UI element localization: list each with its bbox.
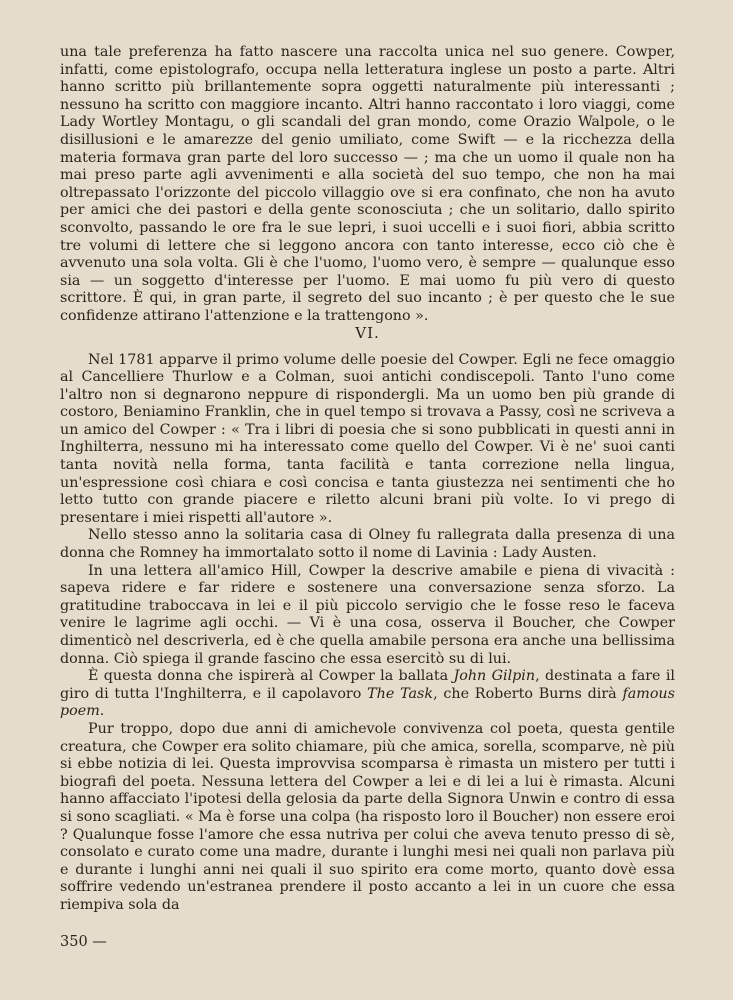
text-run: Nel 1781 apparve il primo volume delle poesie del Cowper. Egli ne fece omaggio al Cancelliere Thurlow e a Colman, suoi antichi condiscepoli. Tanto l'uno come l'altro non si degnarono neppure di rispondergli. Ma un uomo ben più grande di costoro, Beniamino Franklin, che in quel tempo si trovava a Passy, così ne scriveva a un amico del Cowper : « Tra i libri di poesia che si sono pubblicati in questi anni in Inghilterra, nessuno mi ha interessato come quello del Cowper. Vi è ne' suoi canti tanta novità nella forma, tanta facilità e tanta correzione nella lingua, un'espressione così chiara e così concisa e tanta giustezza nei sentimenti che ho letto tutto con grande piacere e riletto alcuni brani più volte. Io vi prego di presentare i miei rispetti all'autore ».: [60, 351, 675, 526]
paragraph: [60, 563, 675, 669]
paragraph: [60, 352, 675, 528]
text-run: , destinata a fare il giro di tutta l'Inghilterra, e il capolavoro: [60, 668, 675, 702]
paragraph: [60, 44, 675, 326]
text-run: una tale preferenza ha fatto nascere una raccolta unica nel suo genere. Cowper, infatti, come epistolografo, occupa nella letteratura inglese un posto a parte. Altri hanno scritto più brillantemente sopra oggetti naturalmente più interessanti ; nessuno ha scritto con maggiore incanto. Altri hanno raccontato i loro viaggi, come Lady Wortley Montagu, o gli scandali del gran mondo, come Orazio Walpole, o le disillusioni e le amarezze del genio umiliato, come Swift — e la ricchezza della materia formava gran parte del loro successo — ; ma che un uomo il quale non ha mai preso parte agli avvenimenti e alla società del suo tempo, che non ha mai oltrepassato l'orizzonte del piccolo villaggio ove si era confinato, che non ha avuto per amici che dei pastori e della gente sconosciuta ; che un solitario, dallo spirito sconvolto, passando le ore fra le sue lepri, i suoi uccelli e i suoi fiori, abbia scritto tre volumi di lettere che si leggono ancora con tanto interesse, ecco ciò che è avvenuto una sola volta. Gli è che l'uomo, l'uomo vero, è sempre — qualunque esso sia — un soggetto d'interesse per l'uomo. E mai uomo fu più vero di questo scrittore. È qui, in gran parte, il segreto del suo incanto ; è per questo che le sue confidenze attirano l'attenzione e la trattengono ».: [60, 44, 675, 324]
text-run: Nello stesso anno la solitaria casa di Olney fu rallegrata dalla presenza di una donna che Romney ha immortalato sotto il nome di Lavinia : Lady Austen.: [60, 527, 675, 562]
text-run: .: [99, 703, 105, 720]
page-number: 350 —: [60, 934, 107, 950]
paragraph: [60, 668, 675, 721]
italic-title: John Gilpin: [453, 668, 536, 685]
text-run: Pur troppo, dopo due anni di amichevole convivenza col poeta, questa gentile creatura, che Cowper era solito chiamare, più che amica, sorella, scomparve, nè più si ebbe notizia di lei. Questa improvvisa scomparsa è rimasta un mistero per tutti i biografi del poeta. Nessuna lettera del Cowper a lei e di lei a lui è rimasta. Alcuni hanno affacciato l'ipotesi della gelosia da parte della Signora Unwin e contro di essa si sono scagliati. « Ma è forse una colpa (ha risposto loro il Boucher) non essere eroi ? Qualunque fosse l'amore che essa nutriva per colui che aveva tenuto presso di sè, consolato e curato come una madre, durante i lunghi mesi nei quali non parlava più e durante i lunghi anni nei quali il suo spirito era come morto, quanto dovè essa soffrire vedendo un'estranea prendere il posto accanto a lei in un cuore che essa riempiva sola da: [60, 720, 675, 913]
text-run: In una lettera all'amico Hill, Cowper la descrive amabile e piena di vivacità : sapeva ridere e far ridere e sostenere una conversazione senza sforzo. La gratitudine traboccava in lei e il più piccolo servigio che le fosse reso le faceva venire le lagrime agli occhi. — Vi è una cosa, osserva il Boucher, che Cowper dimenticò nel descriverla, ed è che quella amabile persona era anche una bellissima donna. Ciò spiega il grande fascino che essa esercitò su di lui.: [60, 562, 675, 667]
text-run: È questa donna che ispirerà al Cowper la ballata: [88, 668, 454, 685]
text-run: , che Roberto Burns dirà: [433, 685, 623, 702]
section-heading: VI.: [355, 323, 380, 342]
italic-title: famous poem: [60, 685, 675, 720]
paragraph: [60, 527, 675, 562]
italic-title: The Task: [367, 685, 434, 702]
paragraph: [60, 721, 675, 915]
text-block-top: [60, 44, 675, 326]
text-block-section: [60, 352, 675, 915]
